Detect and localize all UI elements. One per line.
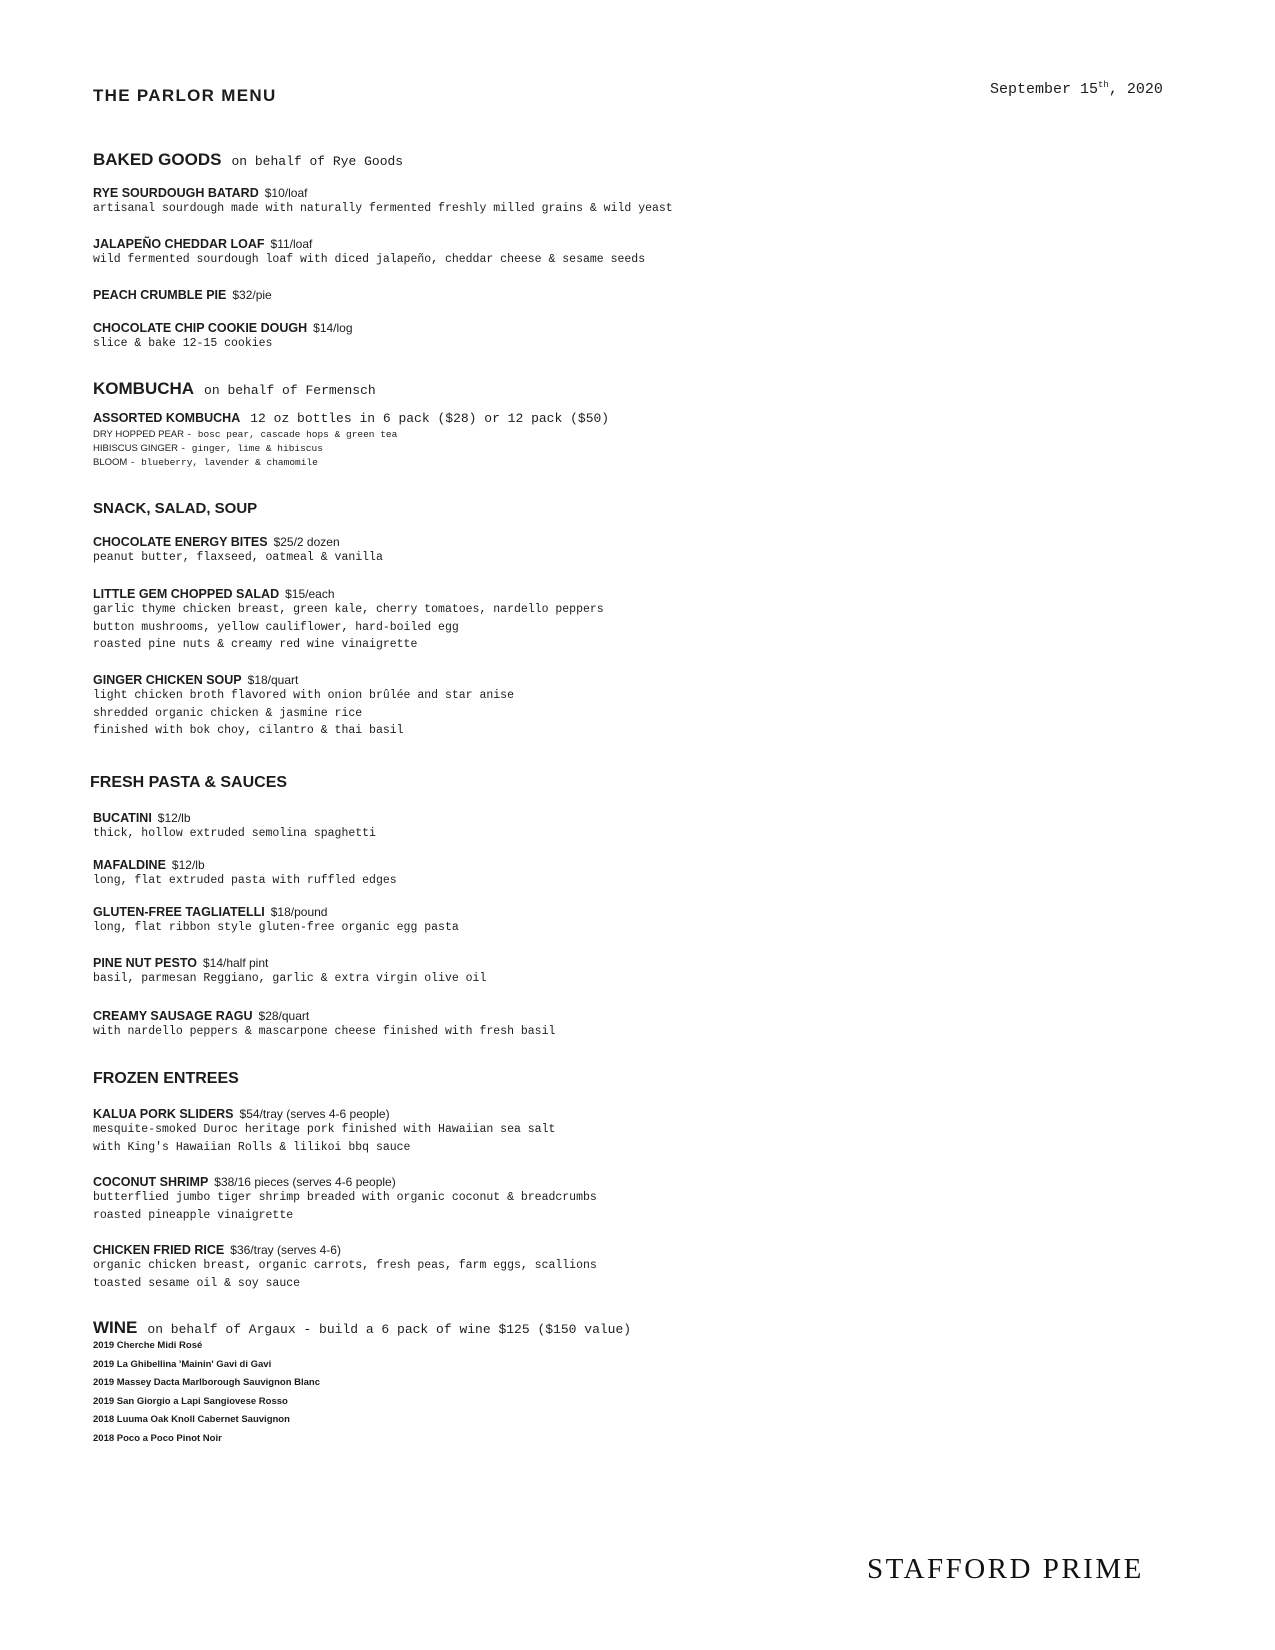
flavor-desc: - ginger, lime & hibiscus [180,443,323,454]
flavor-row [93,456,609,470]
menu-item [93,321,353,353]
page-title: THE PARLOR MENU [93,86,277,105]
item-description: artisanal sourdough made with naturally fermented freshly milled grains & wild yeast [93,202,673,215]
item-price: $18/pound [270,905,328,919]
item-name: PEACH CRUMBLE PIE [93,288,227,302]
menu-item [93,1175,597,1224]
item-price: $10/loaf [264,186,308,200]
item-price: $32/pie [232,288,272,302]
item-description: peanut butter, flaxseed, oatmeal & vanilla [93,551,383,564]
menu-item [93,1243,597,1292]
item-price: $12/lb [157,811,191,825]
date-suffix: th [1098,80,1109,90]
item-price: $54/tray (serves 4-6 people) [239,1107,390,1121]
item-name: GINGER CHICKEN SOUP [93,673,242,687]
wine-item: 2019 San Giorgio a Lapi Sangiovese Rosso [93,1395,288,1407]
menu-item [93,411,609,470]
wine-item: 2018 Poco a Poco Pinot Noir [93,1432,222,1444]
wine-item: 2018 Luuma Oak Knoll Cabernet Sauvignon [93,1414,290,1425]
item-detail: 12 oz bottles in 6 pack ($28) or 12 pack ($50) [250,411,610,426]
item-name: JALAPEÑO CHEDDAR LOAF [93,237,265,251]
menu-item [93,858,397,890]
brand-logo: STAFFORD PRIME [867,1553,1144,1585]
section-heading-frozen: FROZEN ENTREES [93,1070,239,1087]
item-description: basil, parmesan Reggiano, garlic & extra virgin olive oil [93,972,487,985]
item-name: CHOCOLATE ENERGY BITES [93,535,268,549]
wine-item: 2019 Cherche Midi Rosé [93,1340,203,1351]
item-name: RYE SOURDOUGH BATARD [93,186,259,200]
section-heading-snack: SNACK, SALAD, SOUP [93,500,258,517]
item-price: $36/tray (serves 4-6) [230,1243,341,1257]
menu-item [93,237,645,269]
flavor-name: DRY HOPPED PEAR [93,429,184,440]
menu-item [93,288,272,302]
menu-item [93,811,376,843]
item-name: CHICKEN FRIED RICE [93,1243,225,1257]
item-description: finished with bok choy, cilantro & thai basil [93,724,404,737]
menu-item [93,1009,555,1041]
item-description: button mushrooms, yellow cauliflower, hard-boiled egg [93,620,459,634]
item-description: shredded organic chicken & jasmine rice [93,706,363,720]
section-heading-baked-goods: BAKED GOODS on behalf of Rye Goods [93,150,404,169]
item-name: MAFALDINE [93,858,166,872]
menu-item [93,535,383,567]
flavor-row [93,428,609,442]
item-description: mesquite-smoked Duroc heritage pork finished with Hawaiian sea salt [93,1123,556,1136]
item-price: $11/loaf [270,237,313,251]
item-price: $15/each [285,587,335,601]
item-price: $38/16 pieces (serves 4-6 people) [214,1175,396,1189]
section-subtitle: on behalf of Rye Goods [231,154,404,169]
item-description: roasted pine nuts & creamy red wine vinaigrette [93,638,418,651]
section-subtitle: on behalf of Argaux - build a 6 pack of wine $125 ($150 value) [147,1322,632,1337]
flavor-name: HIBISCUS GINGER [93,443,178,454]
date-year: , 2020 [1108,81,1163,98]
item-description: light chicken broth flavored with onion brûlée and star anise [93,689,514,702]
item-name: LITTLE GEM CHOPPED SALAD [93,587,280,601]
item-description: with King's Hawaiian Rolls & lilikoi bbq sauce [93,1140,411,1154]
wine-item: 2019 La Ghibellina 'Mainin' Gavi di Gavi [93,1358,272,1370]
item-price: $14/log [313,321,353,335]
item-description: garlic thyme chicken breast, green kale, cherry tomatoes, nardello peppers [93,603,604,616]
item-description: slice & bake 12-15 cookies [93,337,273,350]
menu-item [93,186,673,218]
flavor-desc: - bosc pear, cascade hops & green tea [186,429,398,440]
section-heading-pasta: FRESH PASTA & SAUCES [90,774,288,791]
flavor-name: BLOOM [93,457,128,468]
item-price: $12/lb [171,858,205,872]
item-price: $28/quart [258,1009,310,1023]
item-name: KALUA PORK SLIDERS [93,1107,234,1121]
section-subtitle: on behalf of Fermensch [204,383,376,398]
flavor-desc: - blueberry, lavender & chamomile [129,457,318,468]
item-name: COCONUT SHRIMP [93,1175,209,1189]
item-name: GLUTEN-FREE TAGLIATELLI [93,905,265,919]
item-description: thick, hollow extruded semolina spaghetti [93,827,376,840]
item-name: ASSORTED KOMBUCHA [93,411,241,425]
item-name: BUCATINI [93,811,152,825]
menu-date [990,80,1163,98]
item-name: CREAMY SAUSAGE RAGU [93,1009,253,1023]
section-heading-kombucha: KOMBUCHA on behalf of Fermensch [93,379,376,398]
menu-item [93,956,486,988]
menu-item [93,905,459,937]
menu-item [93,587,604,654]
item-description: wild fermented sourdough loaf with diced jalapeño, cheddar cheese & sesame seeds [93,253,646,266]
wine-list [93,1337,320,1448]
item-description: with nardello peppers & mascarpone cheese finished with fresh basil [93,1025,556,1038]
item-description: long, flat extruded pasta with ruffled edges [93,874,397,887]
item-description: roasted pineapple vinaigrette [93,1208,294,1222]
item-price: $18/quart [247,673,299,687]
item-description: butterflied jumbo tiger shrimp breaded with organic coconut & breadcrumbs [93,1191,597,1204]
item-description: long, flat ribbon style gluten-free organic egg pasta [93,921,459,934]
item-price: $25/2 dozen [273,535,340,549]
wine-item: 2019 Massey Dacta Marlborough Sauvignon Blanc [93,1377,321,1388]
date-main: September 15 [990,81,1099,98]
item-description: organic chicken breast, organic carrots, fresh peas, farm eggs, scallions [93,1259,597,1272]
item-name: CHOCOLATE CHIP COOKIE DOUGH [93,321,308,335]
item-description: toasted sesame oil & soy sauce [93,1276,301,1290]
menu-item [93,1107,555,1156]
menu-item [93,673,514,740]
item-name: PINE NUT PESTO [93,956,197,970]
item-price: $14/half pint [202,956,269,970]
section-heading-wine: WINE on behalf of Argaux - build a 6 pack of wine $125 ($150 value) [93,1318,632,1337]
flavor-row [93,442,609,456]
